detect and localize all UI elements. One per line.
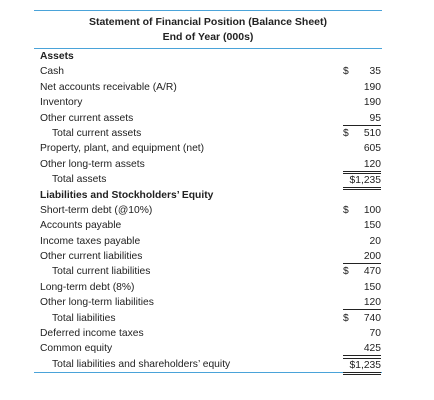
amount-cell [343, 96, 381, 109]
amount-value: 120 [363, 297, 381, 309]
amount-cell [343, 81, 381, 94]
amount-cell [343, 235, 381, 248]
amount-value: 605 [363, 143, 381, 155]
balance-sheet-panel [34, 10, 382, 373]
amount-value: 510 [363, 127, 381, 139]
line-item-label: Total assets [52, 174, 107, 186]
amount-cell [343, 142, 381, 155]
amount-cell [343, 127, 381, 140]
line-item-row [34, 280, 382, 295]
line-item-label: Other long-term liabilities [40, 297, 154, 309]
line-item-label: Other long-term assets [40, 158, 145, 170]
line-item-row [34, 141, 382, 156]
line-item-label: Total current liabilities [52, 266, 151, 278]
amount-value: 190 [363, 81, 381, 93]
total-row [34, 357, 382, 372]
amount-cell [343, 219, 381, 232]
bottom-rule [34, 372, 382, 373]
dollar-sign: $ [343, 204, 349, 216]
line-item-label: Common equity [40, 343, 113, 355]
amount-cell [343, 250, 381, 264]
line-item-label: Accounts payable [40, 220, 122, 232]
line-item-label: Other current assets [40, 112, 134, 124]
amount-cell [343, 342, 381, 356]
amount-value: 200 [363, 251, 381, 263]
amount-value: 470 [363, 266, 381, 278]
total-row [34, 172, 382, 187]
line-item-label: Inventory [40, 97, 83, 109]
line-item-row [34, 80, 382, 95]
line-item-label: Cash [40, 66, 65, 78]
line-item-row [34, 295, 382, 310]
amount-value: 425 [363, 343, 381, 355]
statement-header [34, 11, 382, 48]
total-row [34, 126, 382, 141]
amount-value: 70 [369, 328, 381, 340]
amount-value: 120 [363, 158, 381, 170]
dollar-sign: $ [343, 266, 349, 278]
section-heading-row [34, 49, 382, 64]
line-item-row [34, 95, 382, 110]
line-item-label: Property, plant, and equipment (net) [40, 143, 205, 155]
amount-cell [343, 65, 381, 78]
amount-value: 740 [363, 312, 381, 324]
dollar-sign: $ [343, 312, 349, 324]
statement-title: Statement of Financial Position (Balance Sheet) [88, 16, 328, 28]
amount-cell [343, 327, 381, 340]
statement-period: End of Year (000s) [162, 31, 254, 43]
total-row [34, 264, 382, 279]
line-item-row [34, 341, 382, 356]
amount-value: 150 [363, 220, 381, 232]
total-row [34, 311, 382, 326]
section-heading: Liabilities and Stockholders’ Equity [40, 189, 214, 201]
line-item-label: Other current liabilities [40, 251, 143, 263]
line-item-row [34, 234, 382, 249]
line-item-row [34, 326, 382, 341]
dollar-sign: $ [343, 66, 349, 78]
amount-cell [343, 281, 381, 294]
dollar-sign: $ [343, 127, 349, 139]
line-item-label: Deferred income taxes [40, 328, 144, 340]
line-item-row [34, 157, 382, 172]
amount-value: $1,235 [349, 175, 381, 187]
amount-cell [343, 312, 381, 325]
section-heading: Assets [40, 51, 74, 62]
line-item-row [34, 111, 382, 126]
line-item-label: Total liabilities and shareholders’ equity [52, 358, 231, 370]
amount-cell [343, 112, 381, 126]
line-item-row [34, 203, 382, 218]
statement-rows [34, 49, 382, 372]
line-item-label: Net accounts receivable (A/R) [40, 81, 177, 93]
amount-value: 190 [363, 97, 381, 109]
amount-cell [343, 158, 381, 172]
amount-value: 20 [369, 235, 381, 247]
amount-cell [343, 296, 381, 310]
line-item-row [34, 64, 382, 79]
amount-value: 95 [369, 112, 381, 124]
amount-value: 35 [369, 66, 381, 78]
line-item-label: Long-term debt (8%) [40, 281, 135, 293]
amount-value: 150 [363, 281, 381, 293]
line-item-row [34, 249, 382, 264]
section-heading-row [34, 188, 382, 203]
amount-value: $1,235 [349, 359, 381, 371]
amount-value: 100 [363, 204, 381, 216]
line-item-row [34, 218, 382, 233]
line-item-label: Total liabilities [52, 312, 116, 324]
amount-cell [343, 358, 381, 375]
amount-cell [343, 265, 381, 278]
line-item-label: Total current assets [52, 127, 142, 139]
line-item-label: Income taxes payable [40, 235, 141, 247]
line-item-label: Short-term debt (@10%) [40, 204, 153, 216]
amount-cell [343, 204, 381, 217]
